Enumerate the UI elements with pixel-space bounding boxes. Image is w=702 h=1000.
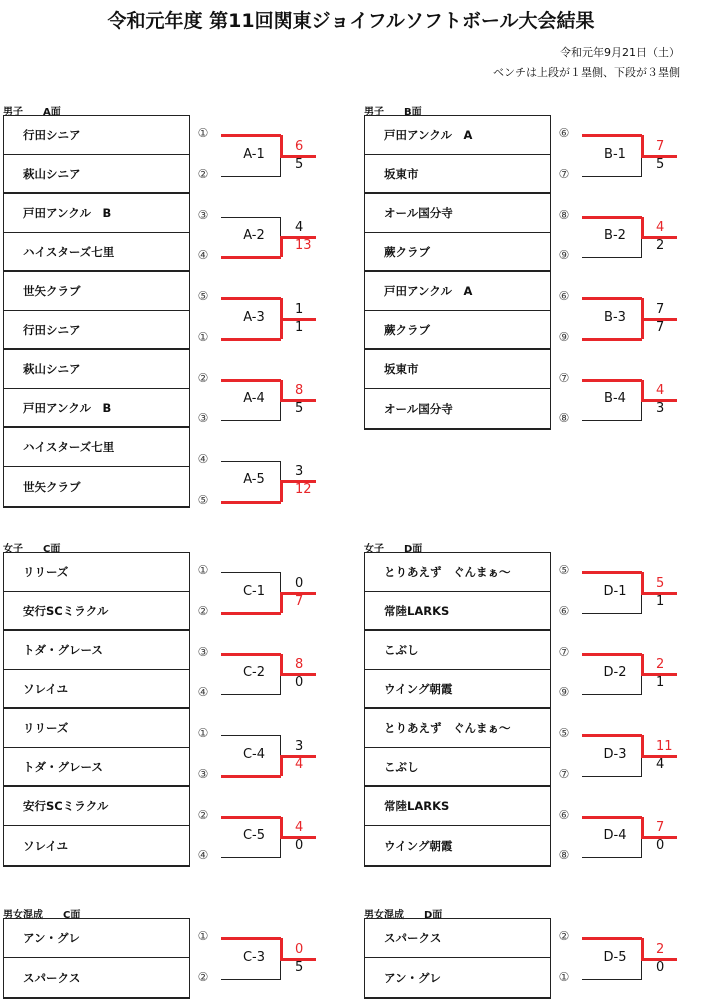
seed-number: ⑤ (558, 563, 570, 578)
bracket-line (221, 775, 281, 778)
bracket-line (221, 572, 281, 573)
bracket-line (280, 135, 283, 155)
team-name: 常陸LARKS (365, 592, 550, 631)
score: 7 (656, 319, 665, 335)
section-women-d (364, 544, 684, 863)
team-name: スパークス (365, 919, 550, 958)
bracket-line (221, 379, 281, 382)
score: 5 (295, 959, 304, 975)
score: 5 (656, 156, 665, 172)
match-id: D-4 (603, 827, 627, 843)
team-name: リリーズ (4, 709, 189, 748)
bracket-line (280, 572, 281, 592)
match-id: A-1 (243, 146, 265, 162)
bracket-line (641, 298, 644, 318)
seed-number: ⑦ (558, 370, 570, 385)
team-list (364, 552, 551, 867)
bracket-line (582, 134, 642, 137)
score: 13 (295, 238, 312, 254)
team-name: トダ・グレース (4, 631, 189, 670)
team-name: こぶし (365, 631, 550, 670)
seed-number: ④ (197, 248, 209, 263)
seed-number: ③ (197, 766, 209, 781)
score: 4 (656, 756, 665, 772)
seed-number: ⑦ (558, 167, 570, 182)
bracket-line (641, 756, 642, 776)
bracket-line (582, 338, 642, 341)
bracket-line (280, 156, 281, 176)
bracket-line (641, 817, 644, 837)
section-label: 男子 A面 (3, 107, 61, 118)
score: 7 (656, 819, 665, 835)
seed-number: ⑤ (197, 289, 209, 304)
score: 5 (295, 400, 304, 416)
team-name: リリーズ (4, 553, 189, 592)
bracket-line (641, 237, 642, 257)
bracket-line (641, 135, 644, 155)
bracket-line (280, 481, 283, 501)
bracket-line (280, 461, 281, 481)
bracket-line (641, 319, 644, 339)
bracket-line (280, 817, 283, 837)
match-id: C-3 (242, 949, 266, 965)
match-id: D-3 (603, 746, 627, 762)
match-id: D-5 (603, 949, 627, 965)
section-mixed-c (3, 910, 323, 985)
bracket-line (582, 816, 642, 819)
team-name: ソレイユ (4, 670, 189, 709)
event-date: 令和元年9月21日（土） (560, 46, 680, 59)
seed-number: ① (197, 929, 209, 944)
score: 3 (295, 738, 304, 754)
team-name: 坂東市 (365, 350, 550, 389)
bracket-line (641, 217, 644, 237)
team-name: 蕨クラブ (365, 311, 550, 350)
match-id: B-4 (604, 390, 626, 406)
team-name: 萩山シニア (4, 350, 189, 389)
bracket-line (641, 938, 644, 958)
team-name: とりあえず ぐんまぁ～ (365, 553, 550, 592)
seed-number: ⑥ (558, 289, 570, 304)
team-list (364, 918, 551, 999)
score: 8 (295, 657, 304, 673)
seed-number: ② (558, 929, 570, 944)
bracket-line (221, 857, 281, 858)
seed-number: ① (558, 970, 570, 985)
seed-number: ⑨ (558, 248, 570, 263)
score: 2 (656, 941, 665, 957)
bracket-line (221, 297, 281, 300)
seed-number: ① (197, 126, 209, 141)
section-mixed-d (364, 910, 684, 985)
bracket-line (582, 613, 642, 614)
team-name: 安行SCミラクル (4, 787, 189, 826)
team-name: 安行SCミラクル (4, 592, 189, 631)
team-name: 行田シニア (4, 116, 189, 155)
section-women-c (3, 544, 323, 863)
seed-number: ⑧ (558, 848, 570, 863)
team-name: トダ・グレース (4, 748, 189, 787)
score: 1 (295, 319, 304, 335)
score: 4 (295, 220, 304, 236)
seed-number: ② (197, 167, 209, 182)
seed-number: ④ (197, 685, 209, 700)
seed-number: ⑥ (558, 604, 570, 619)
bracket-line (582, 571, 642, 574)
seed-number: ⑧ (558, 411, 570, 426)
bracket-line (280, 380, 283, 400)
seed-number: ② (197, 970, 209, 985)
score: 1 (295, 301, 304, 317)
bracket-line (582, 979, 642, 980)
bracket-line (280, 217, 281, 237)
score: 2 (656, 238, 665, 254)
match-id: C-4 (242, 746, 266, 762)
bracket-line (280, 237, 283, 257)
match-id: D-2 (603, 665, 627, 681)
score: 0 (295, 675, 304, 691)
score: 4 (656, 220, 665, 236)
section-men-a (3, 107, 323, 507)
bracket-line (582, 776, 642, 777)
bracket-line (280, 756, 283, 776)
bracket-line (280, 400, 281, 420)
team-name: 戸田アンクル A (365, 116, 550, 155)
match-id: A-2 (243, 228, 265, 244)
match-id: D-1 (603, 583, 627, 599)
team-name: 行田シニア (4, 311, 189, 350)
bracket-line (582, 734, 642, 737)
bracket-line (582, 857, 642, 858)
score: 4 (295, 819, 304, 835)
match-id: A-3 (243, 309, 265, 325)
bracket-line (280, 674, 281, 694)
bracket-line (641, 837, 642, 857)
seed-number: ⑤ (197, 492, 209, 507)
score: 2 (656, 657, 665, 673)
team-name: オール国分寺 (365, 194, 550, 233)
score: 7 (656, 301, 665, 317)
page-title: 令和元年度 第11回関東ジョイフルソフトボール大会結果 (107, 10, 595, 32)
bracket-line (641, 593, 642, 613)
bracket-line (280, 735, 281, 755)
bracket-line (582, 176, 642, 177)
team-list (364, 115, 551, 430)
bracket-line (280, 319, 283, 339)
bracket-line (641, 400, 642, 420)
bracket-line (641, 572, 644, 592)
team-name: ハイスターズ七里 (4, 233, 189, 272)
score: 1 (656, 675, 665, 691)
score: 0 (295, 941, 304, 957)
bracket-line (221, 420, 281, 421)
section-label: 女子 C面 (3, 544, 61, 555)
seed-number: ③ (197, 411, 209, 426)
bracket-line (641, 380, 644, 400)
team-name: 坂東市 (365, 155, 550, 194)
score: 0 (656, 959, 665, 975)
score: 4 (656, 382, 665, 398)
team-name: 戸田アンクル A (365, 272, 550, 311)
seed-number: ⑦ (558, 644, 570, 659)
section-men-b (364, 107, 684, 426)
section-label: 男子 B面 (364, 107, 422, 118)
bracket-line (582, 694, 642, 695)
match-id: C-2 (242, 665, 266, 681)
score: 3 (295, 464, 304, 480)
score: 7 (656, 138, 665, 154)
bracket-line (221, 501, 281, 504)
team-name: 萩山シニア (4, 155, 189, 194)
bracket-line (221, 256, 281, 259)
bracket-line (221, 612, 281, 615)
bench-note: ベンチは上段が１塁側、下段が３塁側 (493, 66, 680, 79)
bracket-line (641, 959, 642, 979)
bracket-line (582, 420, 642, 421)
seed-number: ① (197, 329, 209, 344)
bracket-line (280, 837, 281, 857)
seed-number: ② (197, 370, 209, 385)
bracket-line (641, 654, 644, 674)
bracket-line (221, 979, 281, 980)
score: 12 (295, 482, 312, 498)
seed-number: ⑥ (558, 126, 570, 141)
seed-number: ② (197, 604, 209, 619)
bracket-line (582, 257, 642, 258)
team-name: 世矢クラブ (4, 272, 189, 311)
bracket-line (582, 653, 642, 656)
bracket-line (641, 156, 642, 176)
team-name: 世矢クラブ (4, 467, 189, 507)
score: 7 (295, 593, 304, 609)
bracket-line (641, 735, 644, 755)
bracket-line (582, 216, 642, 219)
team-name: アン・グレ (365, 958, 550, 998)
bracket-line (641, 674, 642, 694)
score: 0 (656, 837, 665, 853)
section-label: 男女混成 D面 (364, 910, 443, 921)
score: 5 (295, 156, 304, 172)
score: 0 (295, 575, 304, 591)
seed-number: ⑧ (558, 207, 570, 222)
team-list (3, 115, 190, 508)
bracket-line (582, 937, 642, 940)
seed-number: ③ (197, 207, 209, 222)
team-name: 戸田アンクル B (4, 194, 189, 233)
bracket-line (280, 959, 281, 979)
seed-number: ⑨ (558, 685, 570, 700)
score: 0 (295, 837, 304, 853)
score: 11 (656, 738, 673, 754)
bracket-line (221, 694, 281, 695)
team-name: ハイスターズ七里 (4, 428, 189, 467)
seed-number: ① (197, 726, 209, 741)
match-id: C-1 (242, 583, 266, 599)
bracket-line (221, 217, 281, 218)
seed-number: ④ (197, 451, 209, 466)
team-name: ウイング朝霞 (365, 826, 550, 866)
seed-number: ⑨ (558, 329, 570, 344)
match-id: C-5 (242, 827, 266, 843)
score: 3 (656, 400, 665, 416)
bracket-line (582, 297, 642, 300)
team-name: 戸田アンクル B (4, 389, 189, 428)
match-id: B-1 (604, 146, 626, 162)
bracket-line (221, 338, 281, 341)
seed-number: ① (197, 563, 209, 578)
team-name: アン・グレ (4, 919, 189, 958)
bracket-line (280, 593, 283, 613)
team-name: ソレイユ (4, 826, 189, 866)
match-id: B-2 (604, 228, 626, 244)
bracket-line (221, 816, 281, 819)
team-name: スパークス (4, 958, 189, 998)
match-id: B-3 (604, 309, 626, 325)
team-name: ウイング朝霞 (365, 670, 550, 709)
bracket-line (221, 653, 281, 656)
team-name: オール国分寺 (365, 389, 550, 429)
score: 8 (295, 382, 304, 398)
section-label: 女子 D面 (364, 544, 423, 555)
seed-number: ⑥ (558, 807, 570, 822)
team-name: こぶし (365, 748, 550, 787)
score: 4 (295, 756, 304, 772)
seed-number: ③ (197, 644, 209, 659)
bracket-line (280, 298, 283, 318)
bracket-line (221, 735, 281, 736)
score: 6 (295, 138, 304, 154)
bracket-line (582, 379, 642, 382)
bracket-line (221, 134, 281, 137)
bracket-line (221, 176, 281, 177)
team-name: とりあえず ぐんまぁ～ (365, 709, 550, 748)
section-label: 男女混成 C面 (3, 910, 81, 921)
team-list (3, 552, 190, 867)
bracket-line (221, 461, 281, 462)
bracket-line (280, 654, 283, 674)
seed-number: ② (197, 807, 209, 822)
seed-number: ⑤ (558, 726, 570, 741)
match-id: A-4 (243, 390, 265, 406)
score: 1 (656, 593, 665, 609)
team-name: 常陸LARKS (365, 787, 550, 826)
bracket-line (221, 937, 281, 940)
bracket-line (280, 938, 283, 958)
team-list (3, 918, 190, 999)
score: 5 (656, 575, 665, 591)
team-name: 蕨クラブ (365, 233, 550, 272)
match-id: A-5 (243, 472, 265, 488)
seed-number: ④ (197, 848, 209, 863)
seed-number: ⑦ (558, 766, 570, 781)
